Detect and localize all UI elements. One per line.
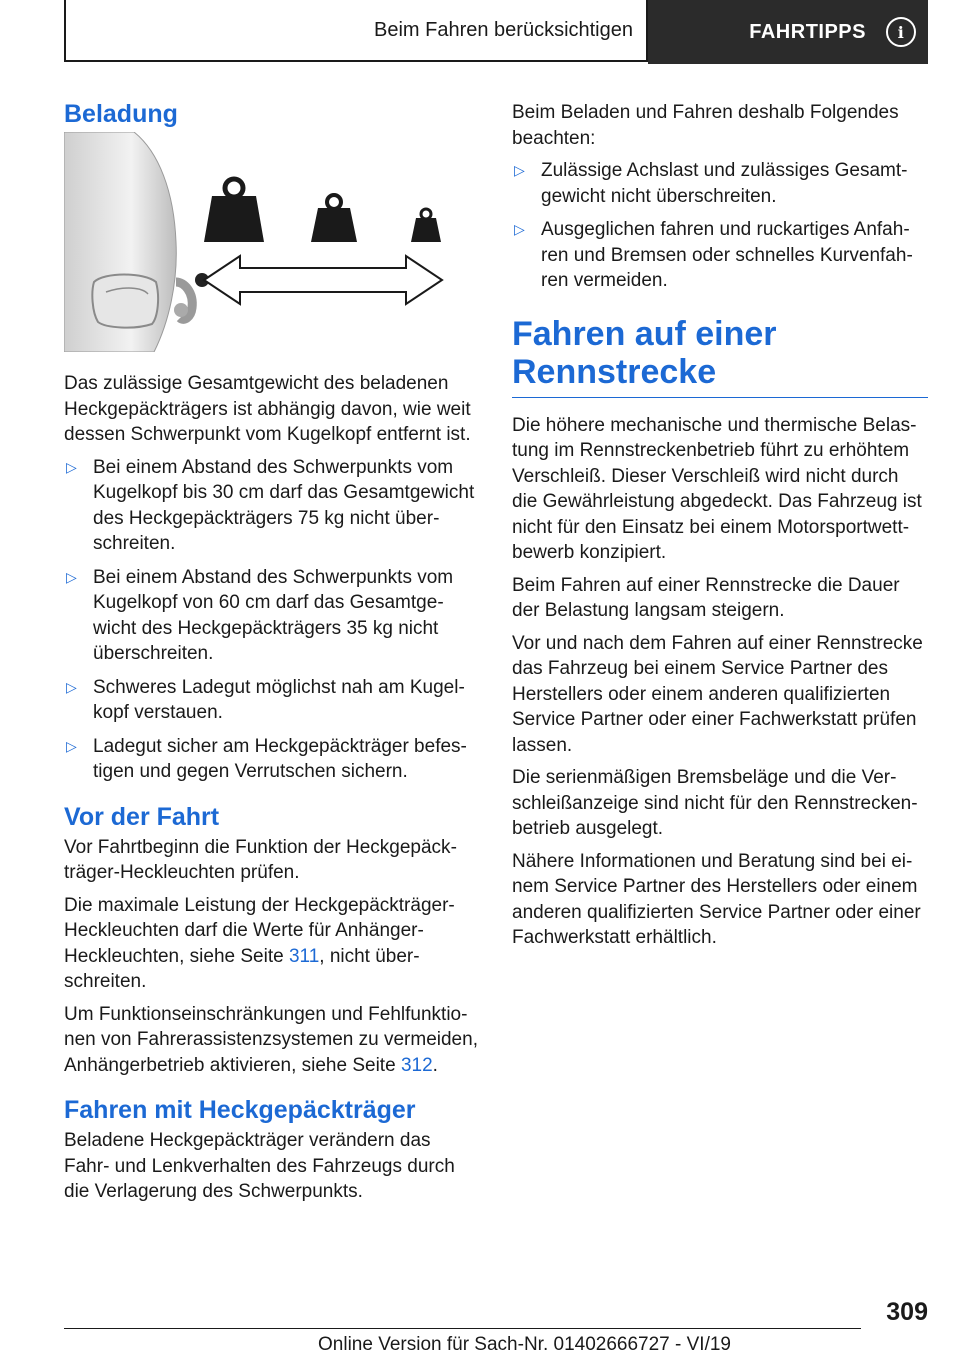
loading-intro: Das zulässige Gesamtgewicht des beladenen Heckgepäckträgers ist abhängig davon, wie weit dessen Schwerpunkt vom Kugelkopf entfernt ist. [64,373,471,445]
racetrack-p3: Vor und nach dem Fahren auf einer Rennstrecke das Fahrzeug bei einem Service Partner des Herstellers oder einem anderen qualifizierten Service Partner oder einer Fachwerkstatt prüfen lassen. [512,632,923,756]
racetrack-p1: Die höhere mechanische und thermische Belastung im Rennstreckenbetrieb führt zu erhöhtem Verschleiß. Dieser Verschleiß wird nicht durch die Gewährleistung abgedeckt. Das Fahrzeug ist nicht für den Einsatz bei einem Motorsportwettbewerb konzipiert. [512,414,922,563]
racetrack-heading: Fahren auf einer Rennstrecke [512,315,928,398]
page-number: 309 [886,1298,928,1326]
list-item: ▷ Ladegut sicher am Heckgepäckträger befestigen und gegen Verrutschen sichern. [66,735,467,782]
before-drive-p2: Die maximale Leistung der Heckgepäckträger-Heckleuchten darf die Werte für Anhänger-Heckleuchten, siehe Seite 311, nicht überschreiten. [64,894,455,992]
right-intro: Beim Beladen und Fahren deshalb Folgendes beachten: [512,102,899,149]
before-drive-heading: Vor der Fahrt [64,802,220,831]
triangle-bullet-icon: ▷ [514,221,525,237]
page-link-311[interactable]: 311 [288,945,320,967]
triangle-bullet-icon: ▷ [66,737,77,754]
list-item: ▷ Bei einem Abstand des Schwerpunkts vom Kugelkopf von 60 cm darf das Gesamtgewicht des Heckgepäckträgers 35 kg nicht überschreiten. [66,566,454,664]
before-drive-p1: Vor Fahrtbeginn die Funktion der Heckgepäckträger-Heckleuchten prüfen. [64,836,457,883]
right-column [512,100,928,958]
chapter-title: FAHRTIPPS [749,20,866,43]
left-column [64,98,480,1212]
list-item: ▷ Ausgeglichen fahren und ruckartiges Anfahren und Bremsen oder schnelles Kurvenfahren vermeiden. [514,219,913,291]
page-header [64,0,928,64]
chapter-tab[interactable] [648,0,928,64]
loading-heading: Beladung [64,100,178,128]
triangle-bullet-icon: ▷ [66,568,77,585]
right-list [512,158,928,294]
racetrack-p5: Nähere Informationen und Beratung sind bei einem Service Partner des Herstellers oder einem anderen qualifizierten Service Partner oder einer Fachwerkstatt erhältlich. [512,850,921,948]
carrier-heading: Fahren mit Heckgepäckträger [64,1096,416,1124]
hitch-weight-illustration [64,132,480,352]
footer-version: Online Version für Sach-Nr. 01402666727 - VI/19 [318,1334,731,1355]
triangle-bullet-icon: ▷ [66,678,77,695]
info-icon[interactable]: i [886,17,916,47]
before-drive-p3: Um Funktionseinschränkungen und Fehlfunktionen von Fahrerassistenzsystemen zu vermeiden, Anhängerbetrieb aktivieren, siehe Seite 312. [64,1003,478,1076]
triangle-bullet-icon: ▷ [514,162,525,178]
triangle-bullet-icon: ▷ [66,458,77,475]
page-link-312[interactable]: 312 [400,1054,433,1076]
list-item: ▷ Zulässige Achslast und zulässiges Gesamtgewicht nicht überschreiten. [514,160,908,207]
footer-divider [64,1328,861,1329]
list-item: ▷ Bei einem Abstand des Schwerpunkts vom Kugelkopf bis 30 cm darf das Gesamtgewicht des Heckgepäckträgers 75 kg nicht überschreiten. [66,456,475,554]
racetrack-p2: Beim Fahren auf einer Rennstrecke die Dauer der Belastung langsam steigern. [512,574,900,621]
racetrack-p4: Die serienmäßigen Bremsbeläge und die Verschleißanzeige sind nicht für den Rennstreckenbetrieb ausgelegt. [512,767,918,839]
section-title: Beim Fahren berücksichtigen [64,0,648,62]
loading-list [64,455,480,785]
carrier-paragraph: Beladene Heckgepäckträger verändern das Fahr- und Lenkverhalten des Fahrzeugs durch die Verlagerung des Schwerpunkts. [64,1130,455,1202]
list-item: ▷ Schweres Ladegut möglichst nah am Kugelkopf verstauen. [66,676,465,723]
